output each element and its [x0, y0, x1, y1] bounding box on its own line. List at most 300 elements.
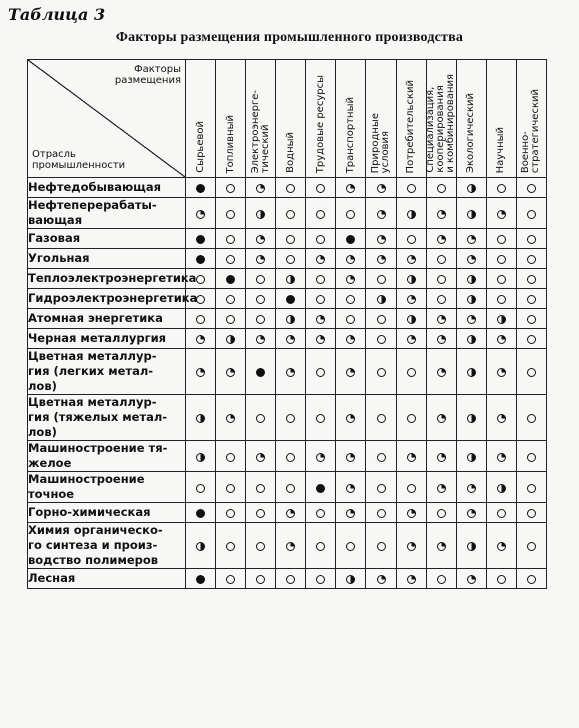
factor-quarter-circle-icon [346, 184, 355, 193]
factor-empty-circle-icon [196, 484, 205, 493]
factor-empty-circle-icon [527, 184, 536, 193]
factor-cell [366, 269, 396, 289]
factor-empty-circle-icon [226, 295, 235, 304]
factor-empty-circle-icon [286, 484, 295, 493]
factor-half-circle-icon [467, 453, 476, 462]
factor-empty-circle-icon [437, 295, 446, 304]
factor-quarter-circle-icon [196, 368, 205, 377]
factor-empty-circle-icon [497, 295, 506, 304]
industry-name: Нефтеперерабаты- вающая [28, 198, 186, 229]
column-header-label: Электроэнерге- тический [249, 89, 271, 173]
column-header-label: Потребительский [405, 79, 417, 173]
factor-empty-circle-icon [196, 275, 205, 284]
factor-quarter-circle-icon [437, 542, 446, 551]
factor-cell [216, 198, 246, 229]
factor-empty-circle-icon [316, 414, 325, 423]
factor-empty-circle-icon [407, 368, 416, 377]
factor-quarter-circle-icon [286, 368, 295, 377]
factor-quarter-circle-icon [497, 210, 506, 219]
factor-empty-circle-icon [256, 275, 265, 284]
factor-cell [336, 523, 366, 569]
factor-empty-circle-icon [527, 315, 536, 324]
factor-quarter-circle-icon [497, 542, 506, 551]
table-row [28, 523, 547, 569]
factor-empty-circle-icon [377, 275, 386, 284]
factor-cell [276, 441, 306, 472]
factor-quarter-circle-icon [497, 368, 506, 377]
factor-cell [216, 569, 246, 589]
factor-cell [186, 198, 216, 229]
factor-cell [306, 472, 336, 503]
factor-cell [216, 395, 246, 441]
column-header [366, 60, 396, 178]
factor-empty-circle-icon [497, 235, 506, 244]
factor-cell [366, 395, 396, 441]
factor-cell [216, 289, 246, 309]
column-header-label: Природные условия [370, 112, 391, 173]
column-header [186, 60, 216, 178]
factor-quarter-circle-icon [377, 210, 386, 219]
factor-cell [336, 329, 366, 349]
factor-cell [516, 349, 546, 395]
factor-half-circle-icon [196, 542, 205, 551]
factor-cell [426, 472, 456, 503]
factor-empty-circle-icon [316, 368, 325, 377]
table-row [28, 503, 547, 523]
factor-cell [186, 472, 216, 503]
factor-empty-circle-icon [527, 542, 536, 551]
factor-cell [426, 503, 456, 523]
factor-empty-circle-icon [226, 210, 235, 219]
factor-cell [366, 349, 396, 395]
factor-cell [336, 229, 366, 249]
factor-half-circle-icon [407, 315, 416, 324]
factor-cell [246, 178, 276, 198]
factor-empty-circle-icon [527, 509, 536, 518]
factor-cell [246, 309, 276, 329]
factor-cell [336, 349, 366, 395]
column-header-label: Специализация, кооперирования и комбинирования [425, 74, 457, 173]
factor-cell [486, 569, 516, 589]
factor-cell [426, 569, 456, 589]
factor-half-circle-icon [407, 210, 416, 219]
factor-empty-circle-icon [527, 368, 536, 377]
factor-cell [246, 349, 276, 395]
corner-header [28, 60, 186, 178]
factor-half-circle-icon [467, 335, 476, 344]
factor-quarter-circle-icon [196, 335, 205, 344]
factor-half-circle-icon [286, 315, 295, 324]
factor-quarter-circle-icon [316, 255, 325, 264]
industry-name: Гидроэлектроэнергетика [28, 289, 186, 309]
factor-cell [336, 289, 366, 309]
factor-quarter-circle-icon [286, 335, 295, 344]
table-row [28, 441, 547, 472]
factor-cell [456, 441, 486, 472]
factor-cell [396, 349, 426, 395]
factor-half-circle-icon [196, 453, 205, 462]
factor-empty-circle-icon [226, 315, 235, 324]
industry-label: Отрасль промышленности [32, 149, 126, 171]
factor-quarter-circle-icon [437, 235, 446, 244]
factor-cell [486, 329, 516, 349]
factor-quarter-circle-icon [467, 235, 476, 244]
factor-empty-circle-icon [407, 184, 416, 193]
factor-cell [276, 395, 306, 441]
factor-quarter-circle-icon [346, 484, 355, 493]
factor-empty-circle-icon [256, 315, 265, 324]
factor-empty-circle-icon [346, 295, 355, 304]
factor-quarter-circle-icon [467, 484, 476, 493]
factor-cell [456, 503, 486, 523]
factor-full-circle-icon [196, 575, 205, 584]
industry-name: Угольная [28, 249, 186, 269]
factor-cell [306, 178, 336, 198]
factor-quarter-circle-icon [316, 453, 325, 462]
factor-cell [396, 309, 426, 329]
factor-cell [486, 523, 516, 569]
factor-cell [516, 472, 546, 503]
factor-cell [516, 569, 546, 589]
factors-table [27, 59, 547, 589]
factor-cell [486, 441, 516, 472]
industry-name: Химия органическо- го синтеза и произ- водство полимеров [28, 523, 186, 569]
factor-cell [426, 269, 456, 289]
factor-empty-circle-icon [527, 235, 536, 244]
industry-name: Лесная [28, 569, 186, 589]
factor-cell [276, 289, 306, 309]
table-header-row [28, 60, 547, 178]
factor-cell [216, 249, 246, 269]
column-header [396, 60, 426, 178]
factor-quarter-circle-icon [256, 184, 265, 193]
factor-quarter-circle-icon [467, 509, 476, 518]
factor-half-circle-icon [497, 315, 506, 324]
table-row [28, 395, 547, 441]
factor-cell [486, 309, 516, 329]
factor-quarter-circle-icon [256, 335, 265, 344]
factor-quarter-circle-icon [346, 453, 355, 462]
factor-empty-circle-icon [527, 255, 536, 264]
factor-cell [246, 569, 276, 589]
factor-half-circle-icon [226, 335, 235, 344]
factor-half-circle-icon [407, 275, 416, 284]
table-row [28, 289, 547, 309]
factor-empty-circle-icon [377, 315, 386, 324]
column-header-label: Экологический [465, 93, 477, 173]
factor-cell [306, 249, 336, 269]
factor-cell [276, 269, 306, 289]
factor-cell [516, 441, 546, 472]
factor-quarter-circle-icon [407, 295, 416, 304]
factor-cell [426, 178, 456, 198]
factor-cell [486, 289, 516, 309]
factor-cell [396, 269, 426, 289]
factor-cell [306, 329, 336, 349]
factor-cell [456, 472, 486, 503]
factor-cell [216, 503, 246, 523]
factor-cell [366, 441, 396, 472]
factor-quarter-circle-icon [497, 414, 506, 423]
factor-empty-circle-icon [377, 335, 386, 344]
factor-cell [396, 229, 426, 249]
factor-quarter-circle-icon [437, 368, 446, 377]
factor-cell [396, 523, 426, 569]
factor-empty-circle-icon [226, 235, 235, 244]
factor-empty-circle-icon [316, 275, 325, 284]
factor-cell [516, 289, 546, 309]
factor-cell [306, 503, 336, 523]
factor-quarter-circle-icon [437, 335, 446, 344]
factor-cell [336, 198, 366, 229]
factor-empty-circle-icon [497, 184, 506, 193]
factor-cell [186, 523, 216, 569]
factor-cell [336, 503, 366, 523]
factor-empty-circle-icon [527, 575, 536, 584]
factor-full-circle-icon [226, 275, 235, 284]
factor-quarter-circle-icon [286, 509, 295, 518]
factor-cell [486, 229, 516, 249]
factor-quarter-circle-icon [256, 453, 265, 462]
factor-cell [456, 523, 486, 569]
factor-quarter-circle-icon [316, 335, 325, 344]
factor-cell [246, 269, 276, 289]
factor-cell [306, 349, 336, 395]
factor-cell [516, 309, 546, 329]
factor-empty-circle-icon [256, 575, 265, 584]
factor-empty-circle-icon [286, 453, 295, 462]
factor-quarter-circle-icon [407, 575, 416, 584]
factor-full-circle-icon [286, 295, 295, 304]
industry-name: Горно-химическая [28, 503, 186, 523]
factor-cell [456, 178, 486, 198]
factor-half-circle-icon [497, 484, 506, 493]
factor-half-circle-icon [467, 295, 476, 304]
factor-cell [276, 249, 306, 269]
factor-cell [426, 229, 456, 249]
factor-empty-circle-icon [437, 255, 446, 264]
industry-name: Теплоэлектроэнергетика [28, 269, 186, 289]
factor-cell [366, 329, 396, 349]
factor-empty-circle-icon [497, 275, 506, 284]
factor-cell [426, 329, 456, 349]
column-header-label: Военно- стратегический [520, 88, 542, 173]
factor-cell [186, 441, 216, 472]
factor-cell [186, 569, 216, 589]
factor-quarter-circle-icon [497, 335, 506, 344]
column-header [246, 60, 276, 178]
factor-full-circle-icon [196, 255, 205, 264]
factor-cell [396, 249, 426, 269]
factor-cell [456, 198, 486, 229]
factor-cell [456, 569, 486, 589]
factor-empty-circle-icon [286, 575, 295, 584]
factor-empty-circle-icon [437, 575, 446, 584]
factor-quarter-circle-icon [437, 453, 446, 462]
table-row [28, 249, 547, 269]
factor-cell [216, 269, 246, 289]
factor-cell [306, 569, 336, 589]
factor-cell [396, 289, 426, 309]
factor-cell [186, 503, 216, 523]
table-caption: Таблица 3 [8, 5, 106, 24]
factor-cell [216, 178, 246, 198]
factor-full-circle-icon [256, 368, 265, 377]
factor-cell [276, 329, 306, 349]
factor-cell [276, 349, 306, 395]
column-header-label: Научный [495, 126, 507, 173]
industry-name: Цветная металлур- гия (тяжелых метал- лов) [28, 395, 186, 441]
factor-half-circle-icon [467, 414, 476, 423]
factor-cell [456, 249, 486, 269]
column-header [426, 60, 456, 178]
factor-empty-circle-icon [256, 542, 265, 551]
factor-empty-circle-icon [226, 542, 235, 551]
factor-empty-circle-icon [316, 210, 325, 219]
factor-cell [426, 249, 456, 269]
column-header [276, 60, 306, 178]
factor-empty-circle-icon [226, 184, 235, 193]
factor-cell [366, 472, 396, 503]
factor-half-circle-icon [196, 414, 205, 423]
factor-cell [396, 503, 426, 523]
factor-cell [336, 472, 366, 503]
factor-cell [486, 178, 516, 198]
industry-name: Машиностроение точное [28, 472, 186, 503]
factor-empty-circle-icon [527, 210, 536, 219]
factor-empty-circle-icon [286, 414, 295, 423]
factor-cell [516, 329, 546, 349]
factor-half-circle-icon [467, 210, 476, 219]
factor-empty-circle-icon [437, 184, 446, 193]
factor-empty-circle-icon [316, 542, 325, 551]
factor-cell [306, 289, 336, 309]
industry-name: Цветная металлур- гия (легких метал- лов) [28, 349, 186, 395]
factor-empty-circle-icon [226, 575, 235, 584]
factor-cell [336, 249, 366, 269]
factor-empty-circle-icon [497, 575, 506, 584]
factor-cell [276, 523, 306, 569]
factor-cell [276, 503, 306, 523]
factor-cell [426, 309, 456, 329]
factor-quarter-circle-icon [407, 453, 416, 462]
factor-cell [396, 569, 426, 589]
column-header [216, 60, 246, 178]
column-header [486, 60, 516, 178]
factor-quarter-circle-icon [497, 453, 506, 462]
factor-cell [246, 503, 276, 523]
factor-empty-circle-icon [527, 275, 536, 284]
factor-empty-circle-icon [286, 184, 295, 193]
factor-full-circle-icon [196, 235, 205, 244]
factor-quarter-circle-icon [437, 414, 446, 423]
factor-quarter-circle-icon [346, 335, 355, 344]
factor-empty-circle-icon [256, 509, 265, 518]
factor-empty-circle-icon [196, 315, 205, 324]
factor-quarter-circle-icon [226, 414, 235, 423]
factor-half-circle-icon [467, 368, 476, 377]
table-row [28, 329, 547, 349]
factor-cell [366, 523, 396, 569]
factor-empty-circle-icon [527, 453, 536, 462]
factor-quarter-circle-icon [226, 368, 235, 377]
factor-quarter-circle-icon [467, 575, 476, 584]
column-header-label: Транспортный [344, 96, 356, 173]
factor-quarter-circle-icon [377, 575, 386, 584]
factor-cell [216, 329, 246, 349]
factor-empty-circle-icon [377, 542, 386, 551]
factor-quarter-circle-icon [256, 235, 265, 244]
table-title: Факторы размещения промышленного производства [115, 30, 464, 45]
industry-name: Машиностроение тя- желое [28, 441, 186, 472]
factor-half-circle-icon [286, 275, 295, 284]
column-header [336, 60, 366, 178]
industry-name: Нефтедобывающая [28, 178, 186, 198]
table-body [28, 178, 547, 589]
factor-quarter-circle-icon [346, 414, 355, 423]
table-row [28, 349, 547, 395]
factor-quarter-circle-icon [316, 315, 325, 324]
factor-empty-circle-icon [377, 368, 386, 377]
factor-quarter-circle-icon [377, 255, 386, 264]
factor-empty-circle-icon [196, 295, 205, 304]
factor-cell [516, 178, 546, 198]
factor-quarter-circle-icon [346, 368, 355, 377]
table-row [28, 229, 547, 249]
factor-cell [276, 229, 306, 249]
factor-cell [306, 395, 336, 441]
factor-full-circle-icon [346, 235, 355, 244]
factor-quarter-circle-icon [407, 542, 416, 551]
factor-half-circle-icon [256, 210, 265, 219]
factor-empty-circle-icon [226, 255, 235, 264]
table-row [28, 309, 547, 329]
factor-cell [336, 395, 366, 441]
factor-empty-circle-icon [316, 184, 325, 193]
factor-quarter-circle-icon [407, 335, 416, 344]
factor-cell [186, 395, 216, 441]
factor-empty-circle-icon [316, 235, 325, 244]
factor-cell [366, 289, 396, 309]
factor-cell [396, 441, 426, 472]
factor-cell [516, 229, 546, 249]
factor-cell [366, 198, 396, 229]
factor-cell [516, 503, 546, 523]
factor-half-circle-icon [377, 295, 386, 304]
factor-cell [246, 289, 276, 309]
factor-half-circle-icon [467, 542, 476, 551]
factor-quarter-circle-icon [437, 484, 446, 493]
factor-cell [216, 309, 246, 329]
factor-quarter-circle-icon [467, 255, 476, 264]
factor-cell [366, 249, 396, 269]
factor-half-circle-icon [467, 275, 476, 284]
factor-quarter-circle-icon [346, 255, 355, 264]
factor-cell [186, 178, 216, 198]
factor-empty-circle-icon [346, 315, 355, 324]
factor-cell [186, 349, 216, 395]
factor-empty-circle-icon [407, 414, 416, 423]
factor-cell [426, 198, 456, 229]
factor-cell [426, 349, 456, 395]
factor-cell [396, 198, 426, 229]
factor-empty-circle-icon [226, 509, 235, 518]
factor-cell [216, 523, 246, 569]
factor-cell [426, 395, 456, 441]
factor-cell [276, 569, 306, 589]
factor-quarter-circle-icon [437, 315, 446, 324]
table-row [28, 198, 547, 229]
